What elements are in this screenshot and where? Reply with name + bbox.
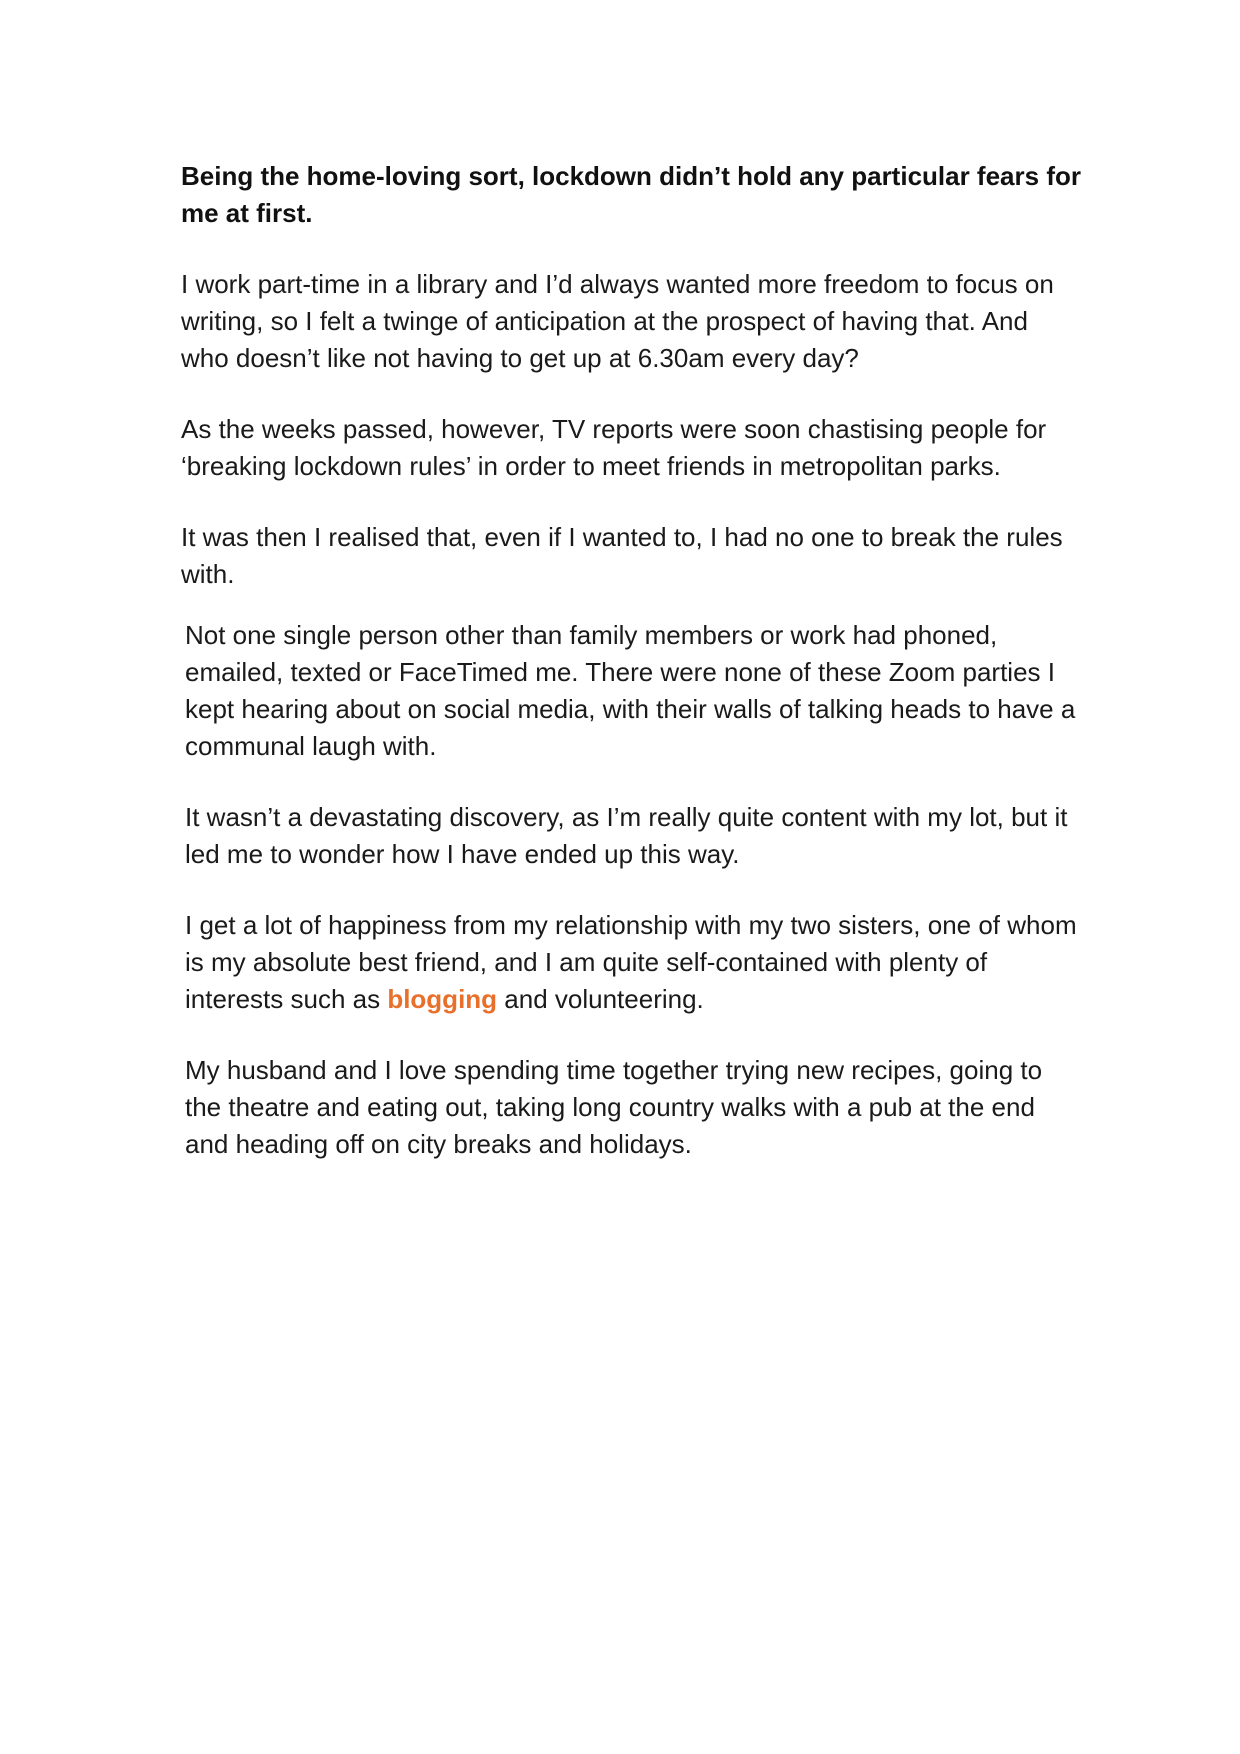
article-body [181, 158, 1081, 1197]
paragraph-sisters [181, 907, 1081, 1018]
sisters-text-before: I get a lot of happiness from my relationship with my two sisters, one of whom is my absolute best friend, and I am quite self-contained with plenty of interests such as [185, 910, 1077, 1014]
sisters-text-after: and volunteering. [497, 984, 704, 1014]
blogging-link[interactable]: blogging [387, 984, 498, 1014]
article-lead: Being the home-loving sort, lockdown didn’t hold any particular fears for me at first. [181, 161, 1081, 228]
paragraph-not-devastating: It wasn’t a devastating discovery, as I’m really quite content with my lot, but it led me to wonder how I have ended up this way. [185, 802, 1068, 869]
paragraph-husband: My husband and I love spending time together trying new recipes, going to the theatre and eating out, taking long country walks with a pub at the end and heading off on city breaks and holidays. [185, 1055, 1043, 1159]
paragraph-weeks-passed: As the weeks passed, however, TV reports were soon chastising people for ‘breaking lockdown rules’ in order to meet friends in metropolitan parks. [181, 414, 1047, 481]
paragraph-realisation: It was then I realised that, even if I wanted to, I had no one to break the rules with. [181, 522, 1063, 589]
paragraph-library-work: I work part-time in a library and I’d always wanted more freedom to focus on writing, so I felt a twinge of anticipation at the prospect of having that. And who doesn’t like not having to get up at 6.30am every day? [181, 269, 1054, 373]
paragraph-no-one-phoned: Not one single person other than family members or work had phoned, emailed, texted or FaceTimed me. There were none of these Zoom parties I kept hearing about on social media, with their walls of talking heads to have a communal laugh with. [185, 620, 1076, 761]
